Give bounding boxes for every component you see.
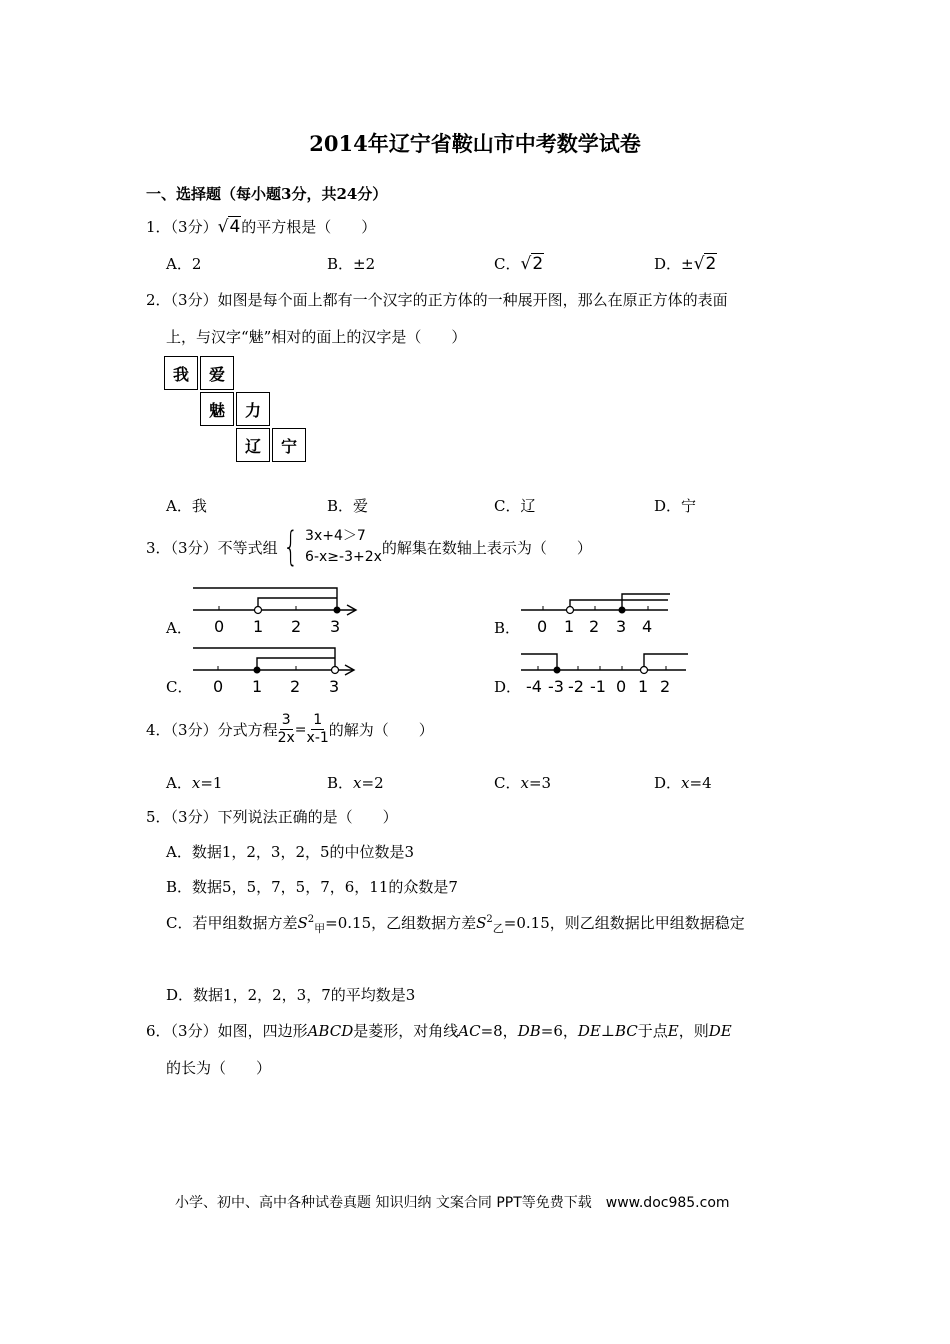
section-heading: 一、选择题（每小题3分，共24分） [146, 185, 388, 203]
q4-number: 4．（3分）分式方程 [146, 721, 278, 739]
q3-option-c: C． [166, 678, 193, 696]
q5-option-c: C．若甲组数据方差$S^2_甲=0.15$，乙组数据方差$S^2_乙=0.15$，则乙组数据比甲组数据稳定 [166, 914, 745, 935]
q1-text: 的平方根是（ ） [241, 218, 377, 236]
inequality-2: 6-x≥-3+2x [305, 549, 382, 565]
page-footer: 小学、初中、高中各种试卷真题 知识归纳 文案合同 PPT等免费下载 www.doc985.com [175, 1195, 730, 1211]
cube-net-figure [164, 356, 324, 466]
tick-label: 1 [564, 617, 575, 636]
q2-line2: 上，与汉字“魅”相对的面上的汉字是（ ） [166, 328, 467, 346]
q2-option-d: D．宁 [654, 497, 697, 515]
tick-label: -3 [548, 677, 564, 696]
q3-option-a: A． [166, 619, 192, 637]
tick-label: 1 [638, 677, 649, 696]
q1-number: 1．（3分） [146, 218, 218, 236]
q4-option-b: B．x=2 [327, 774, 384, 792]
tick-label: 2 [589, 617, 600, 636]
sqrt-symbol: √4 [217, 217, 241, 237]
q2-line1: 2．（3分）如图是每个面上都有一个汉字的正方体的一种展开图，那么在原正方体的表面 [146, 291, 728, 309]
tick-label: -1 [590, 677, 606, 696]
q3-text: 的解集在数轴上表示为（ ） [381, 538, 592, 557]
q5-stem: 5．（3分）下列说法正确的是（ ） [146, 808, 398, 826]
radicand: 4 [229, 217, 241, 237]
q2-option-c: C．辽 [494, 497, 536, 515]
q3-option-d: D． [494, 678, 522, 696]
number-line-b [518, 585, 678, 640]
tick-label: 0 [537, 617, 548, 636]
sqrt-symbol: √2 [693, 254, 717, 274]
fraction-2: $\frac{1}{x-1}$ [306, 712, 329, 746]
tick-label: 2 [290, 677, 301, 696]
tick-label: 1 [253, 617, 264, 636]
question-1 [146, 216, 376, 237]
sqrt-symbol: √2 [520, 254, 544, 274]
q1-option-d: D．±√2 [654, 254, 717, 274]
q5-option-d: D．数据1，2，2，3，7的平均数是3 [166, 986, 416, 1004]
q3-number: 3．（3分）不等式组 [146, 538, 278, 557]
tick-label: 3 [329, 677, 340, 696]
question-3 [146, 526, 592, 568]
page-title: 2014年辽宁省鞍山市中考数学试卷 [309, 131, 641, 156]
net-cell: 爱 [200, 356, 234, 390]
q4-option-d: D．x=4 [654, 774, 712, 792]
number-line-c [190, 640, 370, 700]
net-cell: 我 [164, 356, 198, 390]
q6-line2: 的长为（ ） [166, 1059, 272, 1077]
q2-option-b: B．爱 [327, 497, 369, 515]
tick-label: -2 [568, 677, 584, 696]
q6-line1: 6．（3分）如图，四边形ABCD是菱形，对角线AC=8，DB=6，DE⊥BC于点E，则DE [146, 1022, 732, 1040]
net-cell: 力 [236, 392, 270, 426]
inequality-1: 3x+4＞7 [305, 528, 366, 544]
tick-label: 0 [213, 677, 224, 696]
number-line-d [518, 645, 693, 700]
q4-option-a: A．x=1 [166, 774, 223, 792]
q5-option-b: B．数据5，5，7，5，7，6，11的众数是7 [166, 878, 458, 896]
tick-label: -4 [526, 677, 542, 696]
q2-option-a: A．我 [166, 497, 207, 515]
q1-option-a: A．2 [166, 255, 202, 273]
tick-label: 3 [330, 617, 341, 636]
q1-option-c: C．√2 [494, 254, 544, 274]
tick-label: 0 [616, 677, 627, 696]
tick-label: 2 [291, 617, 302, 636]
q4-option-c: C．x=3 [494, 774, 552, 792]
tick-label: 3 [616, 617, 627, 636]
inequality-system: { 3x+4＞7 6-x≥-3+2x [282, 524, 382, 570]
net-cell: 魅 [200, 392, 234, 426]
tick-label: 4 [642, 617, 653, 636]
fraction-1: $\frac{3}{2x}$ [277, 712, 295, 746]
tick-label: 1 [252, 677, 263, 696]
q3-option-b: B． [494, 619, 521, 637]
q1-option-b: B．±2 [327, 255, 376, 273]
q4-text: 的解为（ ） [328, 721, 434, 739]
tick-label: 0 [214, 617, 225, 636]
number-line-a [190, 580, 370, 640]
net-cell: 辽 [236, 428, 270, 462]
net-cell: 宁 [272, 428, 306, 462]
tick-label: 2 [660, 677, 671, 696]
q5-option-a: A．数据1，2，3，2，5的中位数是3 [166, 843, 415, 861]
question-4: 4．（3分）分式方程 $\frac{3}{2x}$ = $\frac{1}{x-1}$ 的解为（ ） [146, 712, 434, 746]
